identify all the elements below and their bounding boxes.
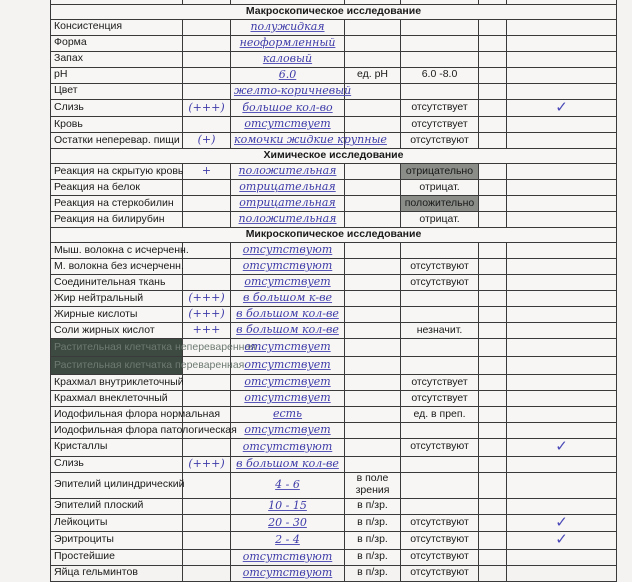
row-unit — [345, 291, 401, 307]
row-result: каловый — [231, 51, 345, 67]
row-label: Соли жирных кислот — [51, 323, 183, 339]
row-result: в большом кол-ве — [231, 456, 345, 472]
row-norm — [401, 498, 479, 514]
row-unit: ед. pH — [345, 67, 401, 83]
row-label: Кровь — [51, 117, 183, 133]
row-norm — [401, 243, 479, 259]
row-mark: + — [183, 164, 231, 180]
row-label: Эпителий плоский — [51, 498, 183, 514]
row-mark — [183, 35, 231, 51]
row-label: Яйца гельминтов — [51, 565, 183, 581]
row-label: Иодофильная флора патологическая — [51, 423, 183, 439]
row-label: Реакция на билирубин — [51, 212, 183, 228]
row-result: отсутствуют — [231, 549, 345, 565]
row-unit: в п/зр. — [345, 532, 401, 550]
row-label: Цвет — [51, 83, 183, 99]
row-result: отрицательная — [231, 196, 345, 212]
section-title: Микроскопическое исследование — [51, 228, 617, 243]
row-result: в большом кол-ве — [231, 307, 345, 323]
row-check: ✓ — [507, 532, 617, 550]
row-norm: отсутствует — [401, 99, 479, 117]
row-result: отрицательная — [231, 180, 345, 196]
row-result: отсутствует — [231, 423, 345, 439]
row-empty — [479, 532, 507, 550]
row-unit — [345, 407, 401, 423]
table-row — [51, 323, 617, 339]
row-norm: отсутствуют — [401, 549, 479, 565]
row-mark — [183, 243, 231, 259]
table-row — [51, 391, 617, 407]
table-row — [51, 549, 617, 565]
row-mark — [183, 275, 231, 291]
row-norm: отсутствует — [401, 375, 479, 391]
row-unit — [345, 439, 401, 457]
row-check — [507, 291, 617, 307]
row-empty — [479, 99, 507, 117]
row-label: Соединительная ткань — [51, 275, 183, 291]
row-label: Растительная клетчатка непереваренная — [51, 339, 183, 357]
row-mark — [183, 439, 231, 457]
row-unit — [345, 243, 401, 259]
table-row — [51, 439, 617, 457]
row-norm: отрицательно — [401, 164, 479, 180]
row-unit — [345, 357, 401, 375]
row-check — [507, 357, 617, 375]
row-check — [507, 472, 617, 498]
row-unit — [345, 180, 401, 196]
row-norm: отсутствуют — [401, 565, 479, 581]
row-mark: (+) — [183, 133, 231, 149]
row-empty — [479, 423, 507, 439]
row-empty — [479, 357, 507, 375]
table-row — [51, 532, 617, 550]
row-mark — [183, 391, 231, 407]
row-check — [507, 117, 617, 133]
row-norm — [401, 51, 479, 67]
row-empty — [479, 307, 507, 323]
row-norm: 6.0 -8.0 — [401, 67, 479, 83]
row-check — [507, 307, 617, 323]
row-unit — [345, 51, 401, 67]
table-row — [51, 357, 617, 375]
row-result: 20 - 30 — [231, 514, 345, 532]
row-check — [507, 549, 617, 565]
row-check — [507, 339, 617, 357]
row-label: Эритроциты — [51, 532, 183, 550]
row-check — [507, 391, 617, 407]
row-unit: в п/зр. — [345, 498, 401, 514]
row-norm: положительно — [401, 196, 479, 212]
row-label: М. волокна без исчерченн. — [51, 259, 183, 275]
row-result: отсутствует — [231, 275, 345, 291]
row-empty — [479, 456, 507, 472]
row-norm — [401, 472, 479, 498]
row-norm: отсутствуют — [401, 259, 479, 275]
table-row — [51, 117, 617, 133]
row-label: Форма — [51, 35, 183, 51]
row-empty — [479, 391, 507, 407]
row-empty — [479, 472, 507, 498]
row-unit: в п/зр. — [345, 565, 401, 581]
row-result: отсутствуют — [231, 439, 345, 457]
row-mark — [183, 259, 231, 275]
section-header-macro — [51, 4, 617, 19]
row-unit — [345, 339, 401, 357]
lab-results-sheet — [50, 0, 616, 579]
table-row — [51, 259, 617, 275]
row-result: в большом к-ве — [231, 291, 345, 307]
row-check — [507, 212, 617, 228]
row-check — [507, 423, 617, 439]
row-result: отсутствуют — [231, 243, 345, 259]
row-empty — [479, 549, 507, 565]
section-title: Макроскопическое исследование — [51, 4, 617, 19]
row-unit — [345, 164, 401, 180]
table-row — [51, 212, 617, 228]
row-result: отсутствуют — [231, 259, 345, 275]
row-norm: отрицат. — [401, 212, 479, 228]
row-label: Жир нейтральный — [51, 291, 183, 307]
table-row — [51, 196, 617, 212]
row-result: в большом кол-ве — [231, 323, 345, 339]
row-mark — [183, 212, 231, 228]
row-unit: в поле зрения — [345, 472, 401, 498]
results-table — [50, 0, 617, 582]
row-norm — [401, 83, 479, 99]
row-label: Слизь — [51, 456, 183, 472]
table-row — [51, 498, 617, 514]
row-unit — [345, 259, 401, 275]
row-check — [507, 375, 617, 391]
row-unit — [345, 19, 401, 35]
micro-section — [51, 243, 617, 582]
row-norm: отсутствуют — [401, 532, 479, 550]
row-empty — [479, 439, 507, 457]
row-label: Эпителий цилиндрический — [51, 472, 183, 498]
row-label: pH — [51, 67, 183, 83]
row-check — [507, 243, 617, 259]
row-empty — [479, 164, 507, 180]
row-empty — [479, 35, 507, 51]
row-unit: в п/зр. — [345, 514, 401, 532]
row-empty — [479, 180, 507, 196]
table-row — [51, 456, 617, 472]
table-row — [51, 99, 617, 117]
row-mark: (+++) — [183, 291, 231, 307]
row-unit — [345, 391, 401, 407]
row-mark — [183, 180, 231, 196]
row-label: Консистенция — [51, 19, 183, 35]
row-label: Жирные кислоты — [51, 307, 183, 323]
row-check — [507, 67, 617, 83]
row-check — [507, 51, 617, 67]
row-unit — [345, 323, 401, 339]
row-check — [507, 498, 617, 514]
macro-section — [51, 19, 617, 149]
row-norm — [401, 291, 479, 307]
row-label: Простейшие — [51, 549, 183, 565]
row-empty — [479, 212, 507, 228]
row-check — [507, 164, 617, 180]
row-norm — [401, 35, 479, 51]
row-unit — [345, 196, 401, 212]
row-norm: отсутствует — [401, 391, 479, 407]
row-check — [507, 35, 617, 51]
table-row — [51, 51, 617, 67]
row-check — [507, 456, 617, 472]
row-check — [507, 83, 617, 99]
row-check: ✓ — [507, 99, 617, 117]
table-row — [51, 291, 617, 307]
row-label: Растительная клетчатка переваренная — [51, 357, 183, 375]
row-unit — [345, 456, 401, 472]
row-result: положительная — [231, 164, 345, 180]
table-row — [51, 375, 617, 391]
row-check — [507, 323, 617, 339]
row-check — [507, 133, 617, 149]
row-result: большое кол-во — [231, 99, 345, 117]
row-mark — [183, 532, 231, 550]
table-row — [51, 339, 617, 357]
table-row — [51, 243, 617, 259]
row-mark: +++ — [183, 323, 231, 339]
row-mark — [183, 67, 231, 83]
row-unit — [345, 83, 401, 99]
row-unit — [345, 275, 401, 291]
row-mark — [183, 498, 231, 514]
row-unit — [345, 117, 401, 133]
row-empty — [479, 243, 507, 259]
row-mark — [183, 19, 231, 35]
row-check — [507, 180, 617, 196]
table-row — [51, 35, 617, 51]
row-label: Запах — [51, 51, 183, 67]
row-result: отсутствует — [231, 357, 345, 375]
row-check — [507, 196, 617, 212]
row-norm: отсутствуют — [401, 275, 479, 291]
row-result: положительная — [231, 212, 345, 228]
row-mark — [183, 549, 231, 565]
row-norm — [401, 19, 479, 35]
row-result: 10 - 15 — [231, 498, 345, 514]
row-mark — [183, 83, 231, 99]
row-label: Реакция на скрытую кровь — [51, 164, 183, 180]
row-norm: отсутствуют — [401, 514, 479, 532]
row-norm: отсутствуют — [401, 133, 479, 149]
row-empty — [479, 67, 507, 83]
table-row — [51, 472, 617, 498]
table-row — [51, 83, 617, 99]
table-row — [51, 67, 617, 83]
row-unit — [345, 307, 401, 323]
row-mark: (+++) — [183, 307, 231, 323]
row-empty — [479, 375, 507, 391]
row-norm: отсутствуют — [401, 439, 479, 457]
row-result: полужидкая — [231, 19, 345, 35]
row-result: 4 - 6 — [231, 472, 345, 498]
row-result: отсутствует — [231, 391, 345, 407]
row-result: неоформленный — [231, 35, 345, 51]
row-unit — [345, 375, 401, 391]
row-mark: (+++) — [183, 99, 231, 117]
row-unit: в п/зр. — [345, 549, 401, 565]
row-empty — [479, 339, 507, 357]
row-result: отсутствует — [231, 339, 345, 357]
row-label: Мыш. волокна с исчерченн. — [51, 243, 183, 259]
row-empty — [479, 196, 507, 212]
row-result: 6.0 — [231, 67, 345, 83]
table-row — [51, 19, 617, 35]
row-norm — [401, 339, 479, 357]
row-empty — [479, 133, 507, 149]
row-mark — [183, 375, 231, 391]
row-norm: отсутствует — [401, 117, 479, 133]
row-norm: отрицат. — [401, 180, 479, 196]
table-row — [51, 275, 617, 291]
row-empty — [479, 291, 507, 307]
row-mark — [183, 514, 231, 532]
row-unit — [345, 212, 401, 228]
row-result: комочки жидкие крупные — [231, 133, 345, 149]
row-result: 2 - 4 — [231, 532, 345, 550]
row-label: Остатки неперевар. пищи — [51, 133, 183, 149]
row-empty — [479, 83, 507, 99]
row-check: ✓ — [507, 439, 617, 457]
row-mark — [183, 196, 231, 212]
row-unit — [345, 99, 401, 117]
row-label: Реакция на белок — [51, 180, 183, 196]
row-label: Лейкоциты — [51, 514, 183, 532]
row-norm — [401, 456, 479, 472]
row-check — [507, 275, 617, 291]
section-header-chem — [51, 149, 617, 164]
row-unit — [345, 423, 401, 439]
row-mark — [183, 51, 231, 67]
row-empty — [479, 323, 507, 339]
section-title: Химическое исследование — [51, 149, 617, 164]
row-empty — [479, 117, 507, 133]
table-row — [51, 565, 617, 581]
row-mark — [183, 472, 231, 498]
row-empty — [479, 275, 507, 291]
row-result: отсутствуют — [231, 565, 345, 581]
row-norm — [401, 307, 479, 323]
row-empty — [479, 259, 507, 275]
row-norm — [401, 357, 479, 375]
row-norm: незначит. — [401, 323, 479, 339]
row-check — [507, 407, 617, 423]
table-row — [51, 514, 617, 532]
row-label: Слизь — [51, 99, 183, 117]
table-row — [51, 133, 617, 149]
row-check — [507, 19, 617, 35]
row-label: Кристаллы — [51, 439, 183, 457]
row-unit — [345, 35, 401, 51]
row-mark — [183, 565, 231, 581]
row-norm: ед. в преп. — [401, 407, 479, 423]
table-row — [51, 180, 617, 196]
row-check — [507, 259, 617, 275]
row-label: Крахмал внеклеточный — [51, 391, 183, 407]
row-label: Реакция на стеркобилин — [51, 196, 183, 212]
row-label: Иодофильная флора нормальная — [51, 407, 183, 423]
row-empty — [479, 514, 507, 532]
table-row — [51, 307, 617, 323]
row-empty — [479, 565, 507, 581]
row-norm — [401, 423, 479, 439]
table-row — [51, 423, 617, 439]
section-header-micro — [51, 228, 617, 243]
row-check: ✓ — [507, 514, 617, 532]
table-row — [51, 407, 617, 423]
row-result: отсутствует — [231, 117, 345, 133]
row-empty — [479, 407, 507, 423]
table-row — [51, 164, 617, 180]
row-empty — [479, 19, 507, 35]
row-label: Крахмал внутриклеточный — [51, 375, 183, 391]
row-result: желто-коричневый — [231, 83, 345, 99]
row-mark: (+++) — [183, 456, 231, 472]
row-result: есть — [231, 407, 345, 423]
row-result: отсутствует — [231, 375, 345, 391]
row-mark — [183, 117, 231, 133]
row-check — [507, 565, 617, 581]
chem-section — [51, 164, 617, 228]
row-empty — [479, 51, 507, 67]
row-empty — [479, 498, 507, 514]
